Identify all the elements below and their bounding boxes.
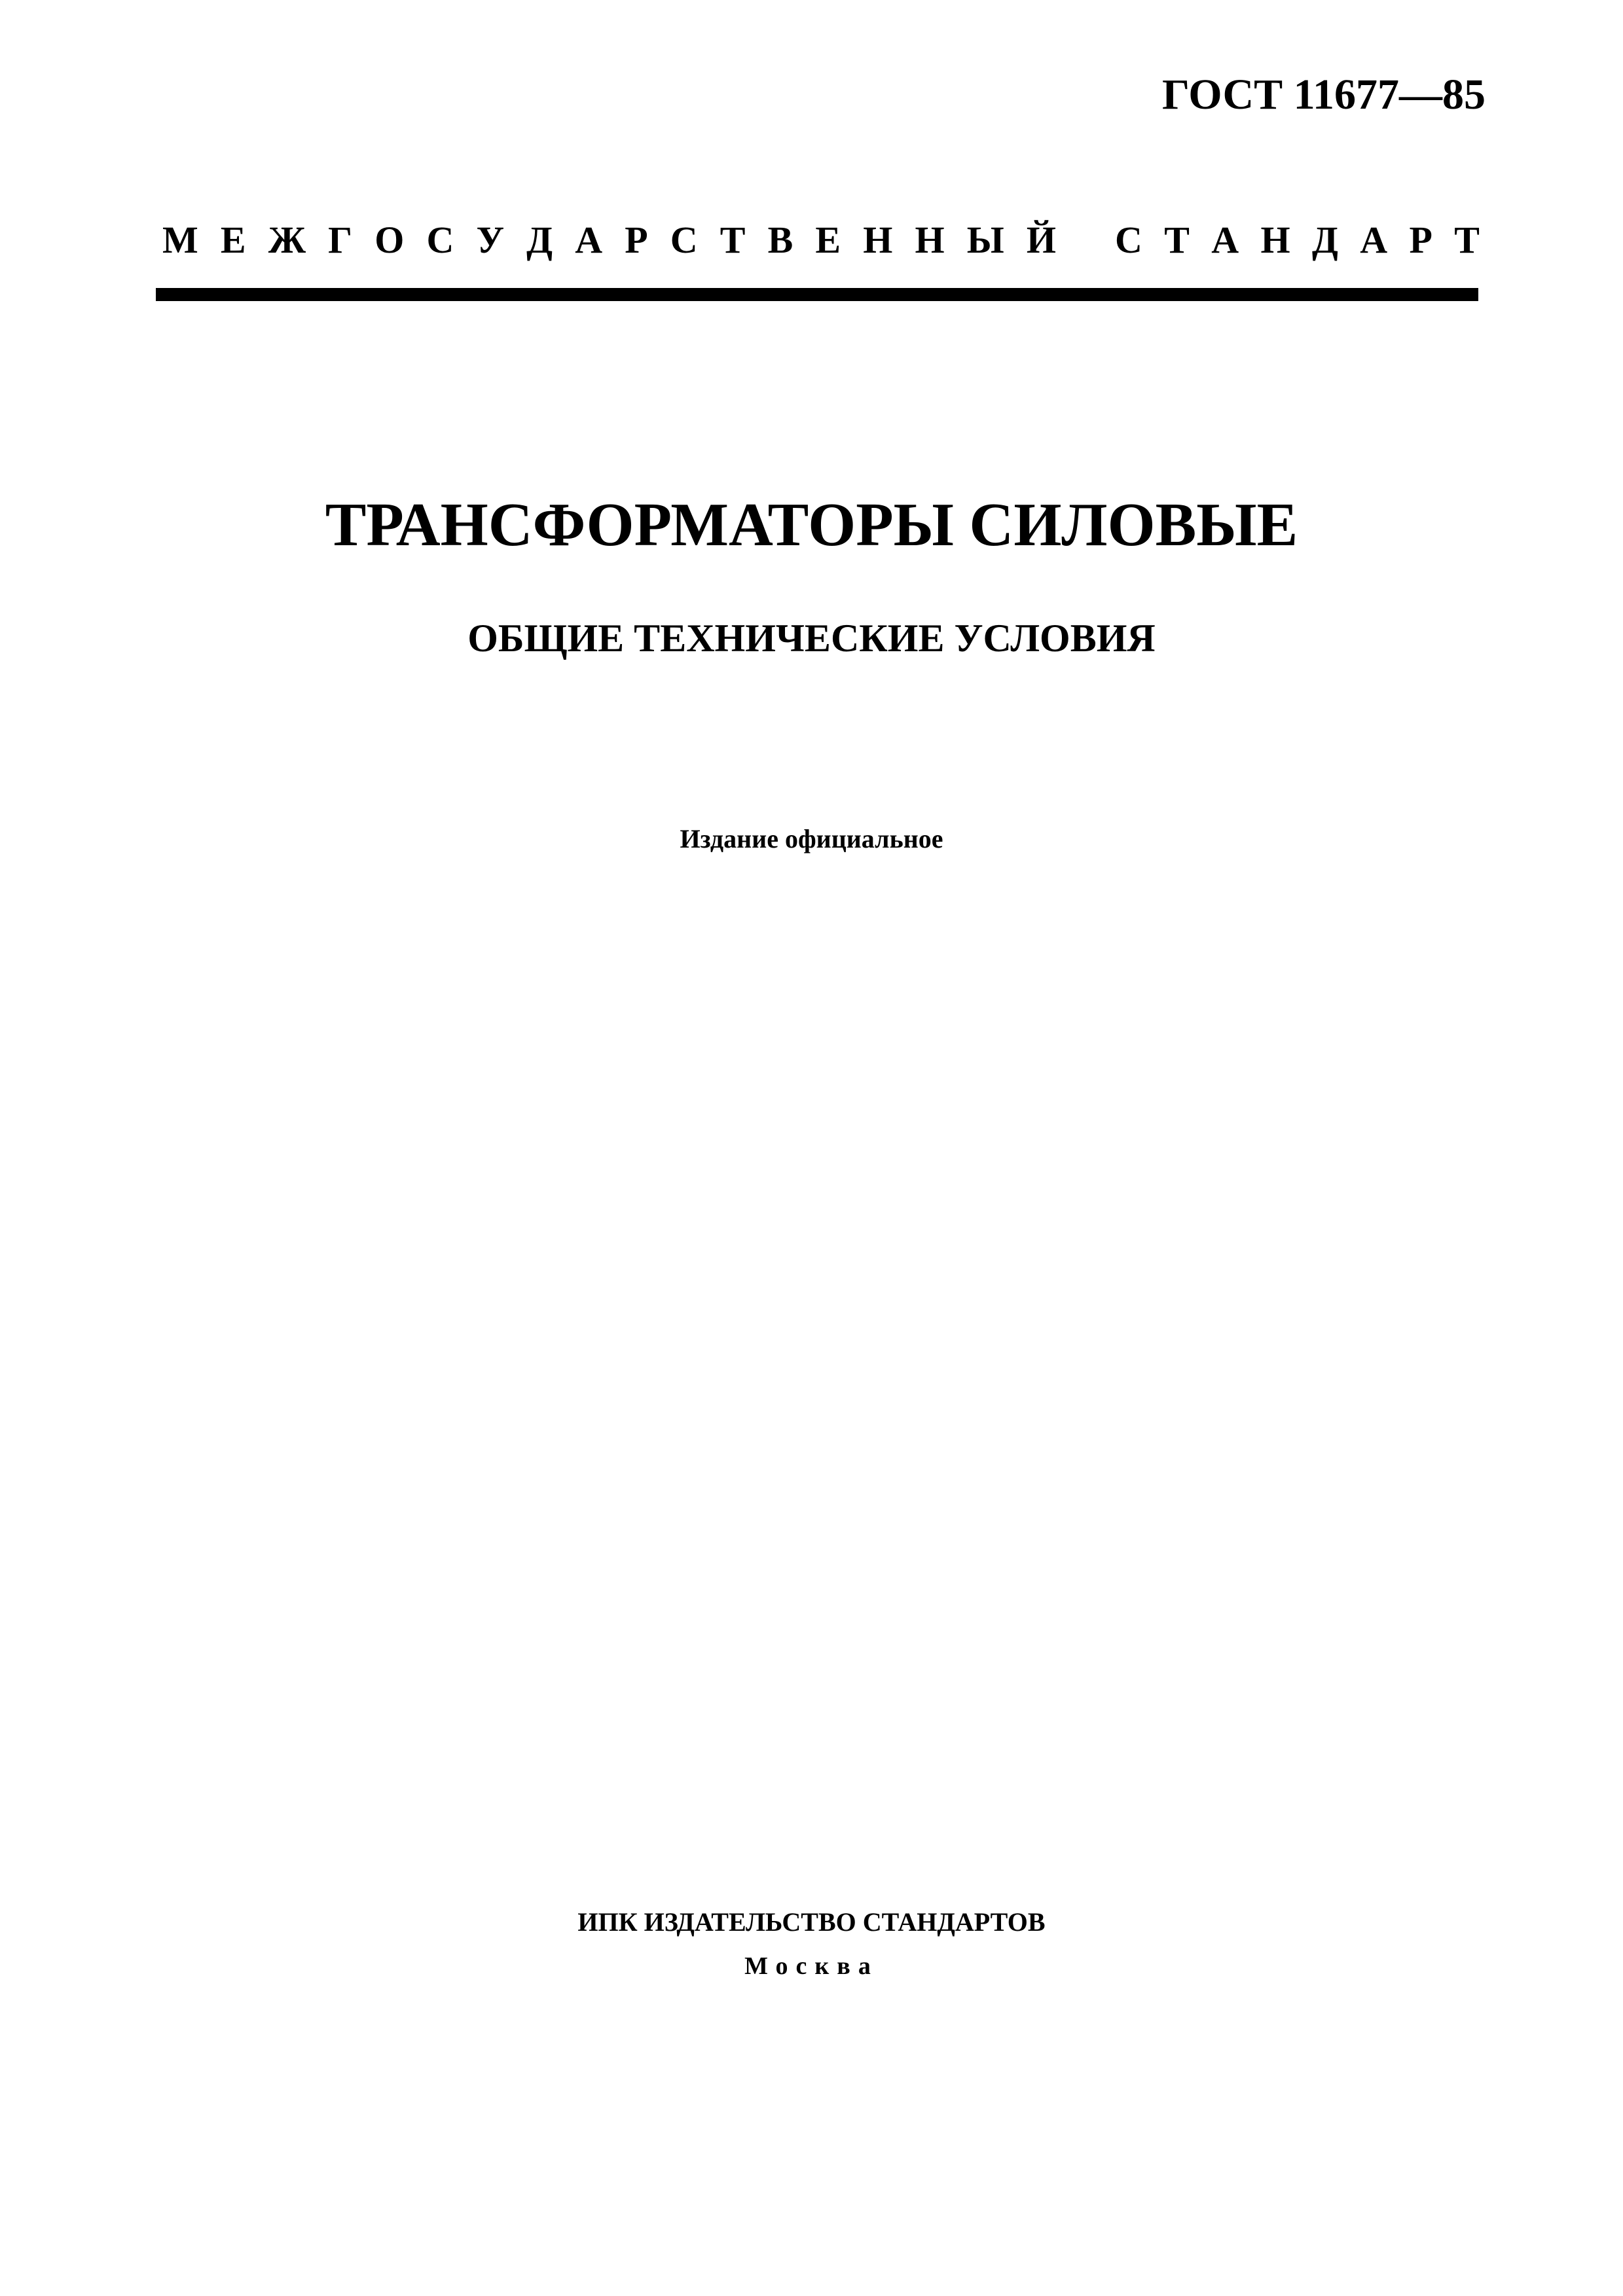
- standard-type-word-interstate: М Е Ж Г О С У Д А Р С Т В Е Н Н Ы Й: [162, 219, 1056, 261]
- publisher-city: Москва: [744, 1952, 879, 1980]
- standard-type-word-standard: С Т А Н Д А Р Т: [1115, 219, 1480, 261]
- header-divider: [156, 288, 1478, 301]
- document-title: ТРАНСФОРМАТОРЫ СИЛОВЫЕ: [325, 491, 1298, 559]
- document-subtitle: ОБЩИЕ ТЕХНИЧЕСКИЕ УСЛОВИЯ: [467, 617, 1156, 660]
- standard-type-heading: [162, 221, 1480, 259]
- gost-number: ГОСТ 11677—85: [1161, 71, 1486, 118]
- edition-label: Издание официальное: [680, 824, 943, 853]
- publisher-name: ИПК ИЗДАТЕЛЬСТВО СТАНДАРТОВ: [577, 1907, 1046, 1937]
